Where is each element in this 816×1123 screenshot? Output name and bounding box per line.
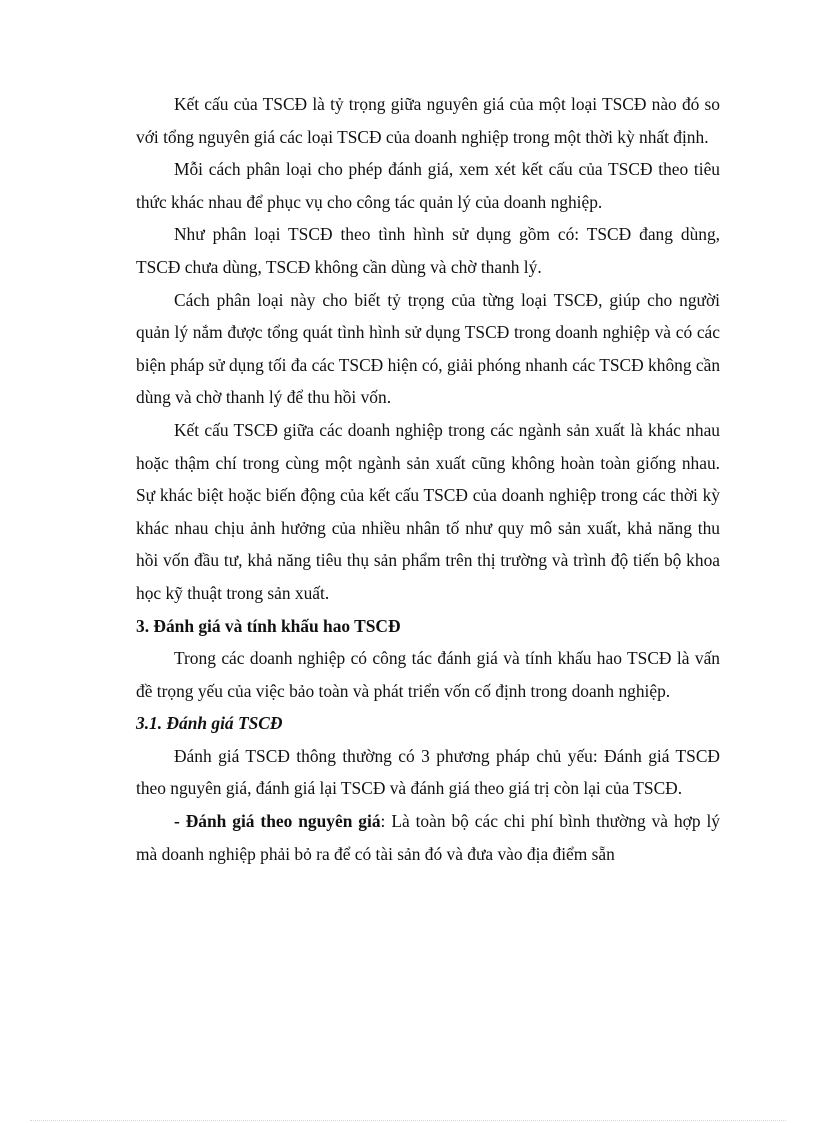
paragraph-original-cost	[136, 805, 720, 870]
bullet-text-original-cost: : Là toàn bộ các chi phí bình thường và hợp lý mà doanh nghiệp phải bỏ ra để có tài sản đó và đưa vào địa điểm sẵn	[136, 811, 720, 864]
document-page	[136, 88, 720, 870]
paragraph-classification-benefit: Cách phân loại này cho biết tỷ trọng của từng loại TSCĐ, giúp cho người quản lý nắm được tổng quát tình hình sử dụng TSCĐ trong doanh nghiệp và có các biện pháp sử dụng tối đa các TSCĐ hiện có, giải phóng nhanh các TSCĐ không cần dùng và chờ thanh lý để thu hồi vốn.	[136, 289, 721, 408]
section-heading-3: 3. Đánh giá và tính khấu hao TSCĐ	[136, 615, 401, 636]
paragraph-structure-definition: Kết cấu của TSCĐ là tỷ trọng giữa nguyên giá của một loại TSCĐ nào đó so với tổng nguyên giá các loại TSCĐ của doanh nghiệp trong một thời kỳ nhất định.	[136, 94, 720, 147]
page-bottom-divider	[30, 1120, 786, 1121]
paragraph-classification-purpose: Mỗi cách phân loại cho phép đánh giá, xem xét kết cấu của TSCĐ theo tiêu thức khác nhau để phục vụ cho công tác quản lý của doanh nghiệp.	[136, 159, 720, 212]
paragraph-usage-classification: Như phân loại TSCĐ theo tình hình sử dụng gồm có: TSCĐ đang dùng, TSCĐ chưa dùng, TSCĐ không cần dùng và chờ thanh lý.	[136, 224, 720, 277]
subsection-heading-3-1: 3.1. Đánh giá TSCĐ	[136, 713, 283, 734]
bullet-label-original-cost: - Đánh giá theo nguyên giá	[174, 811, 381, 832]
paragraph-structure-differences: Kết cấu TSCĐ giữa các doanh nghiệp trong các ngành sản xuất là khác nhau hoặc thậm chí trong cùng một ngành sản xuất cũng không hoàn toàn giống nhau. Sự khác biệt hoặc biến động của kết cấu TSCĐ của doanh nghiệp trong các thời kỳ khác nhau chịu ảnh hưởng của nhiều nhân tố như quy mô sản xuất, khả năng thu hồi vốn đầu tư, khả năng tiêu thụ sản phẩm trên thị trường và trình độ tiến bộ khoa học kỹ thuật trong sản xuất.	[136, 419, 720, 603]
paragraph-valuation-methods: Đánh giá TSCĐ thông thường có 3 phương pháp chủ yếu: Đánh giá TSCĐ theo nguyên giá, đánh giá lại TSCĐ và đánh giá theo giá trị còn lại của TSCĐ.	[136, 745, 720, 799]
paragraph-section-3-intro: Trong các doanh nghiệp có công tác đánh giá và tính khấu hao TSCĐ là vấn đề trọng yếu của việc bảo toàn và phát triển vốn cố định trong doanh nghiệp.	[136, 648, 720, 701]
